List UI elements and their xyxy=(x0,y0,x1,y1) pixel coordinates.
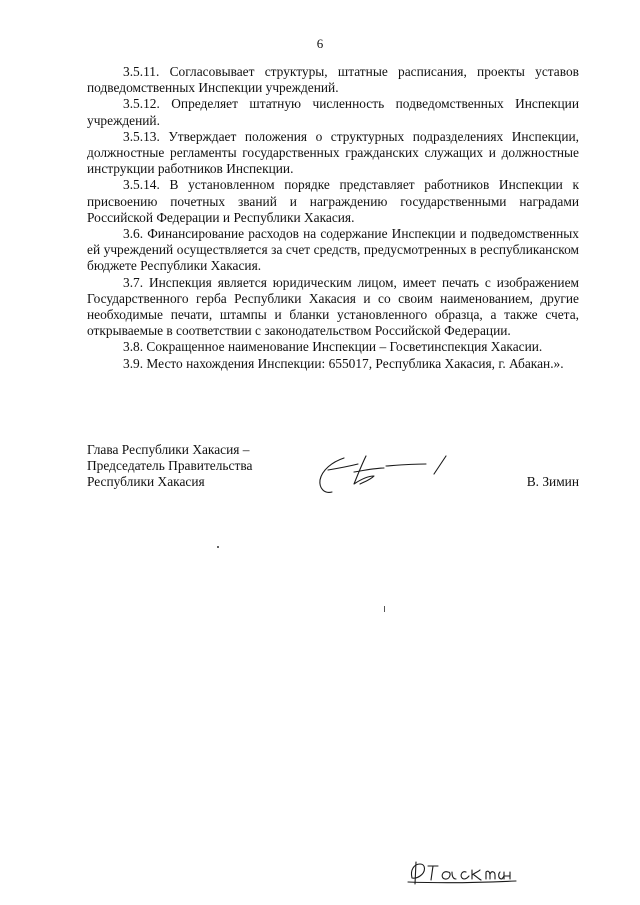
paragraph-3-9: 3.9. Место нахождения Инспекции: 655017, Республика Хакасия, г. Абакан.». xyxy=(123,355,564,371)
stray-mark xyxy=(217,546,219,548)
signatory-title-line: Республики Хакасия xyxy=(87,474,205,490)
page-number: 6 xyxy=(316,36,324,51)
signatory-title-line: Глава Республики Хакасия – xyxy=(87,442,250,457)
signatory-title xyxy=(87,442,287,491)
stray-mark xyxy=(384,606,385,612)
paragraph-3-5-14: 3.5.14. В установленном порядке представляет работников Инспекции к присвоению почетных званий и награждению государственными наградами Российской Федерации и Республики Хакасия. xyxy=(87,177,579,225)
paragraph-3-6: 3.6. Финансирование расходов на содержание Инспекции и подведомственных ей учреждений осуществляется за счет средств, предусмотренных в республиканском бюджете Республики Хакасия. xyxy=(87,226,579,274)
paragraph-3-5-12: 3.5.12. Определяет штатную численность подведомственных Инспекции учреждений. xyxy=(87,96,579,128)
paragraph-3-5-13: 3.5.13. Утверждает положения о структурных подразделениях Инспекции, должностные регламенты государственных гражданских служащих и должностные инструкции работников Инспекции. xyxy=(87,128,579,177)
paragraph-3-8: 3.8. Сокращенное наименование Инспекции – Госветинспекция Хакасии. xyxy=(123,339,543,355)
paragraph-3-5-11: 3.5.11. Согласовывает структуры, штатные расписания, проекты уставов подведомственных Инспекции учреждений. xyxy=(87,64,579,96)
handwritten-initials xyxy=(404,858,524,888)
handwritten-signature xyxy=(314,448,464,504)
document-body xyxy=(87,64,579,372)
signatory-title-line: Председатель Правительства xyxy=(87,458,253,474)
paragraph-3-7: 3.7. Инспекция является юридическим лицом, имеет печать с изображением Государственного герба Республики Хакасия и со своим наименованием, другие необходимые печати, штампы и бланки установленного образца, а также счета, открываемые в соответствии с законодательством Российской Федерации. xyxy=(87,274,579,339)
signatory-name: В. Зимин xyxy=(526,474,579,489)
